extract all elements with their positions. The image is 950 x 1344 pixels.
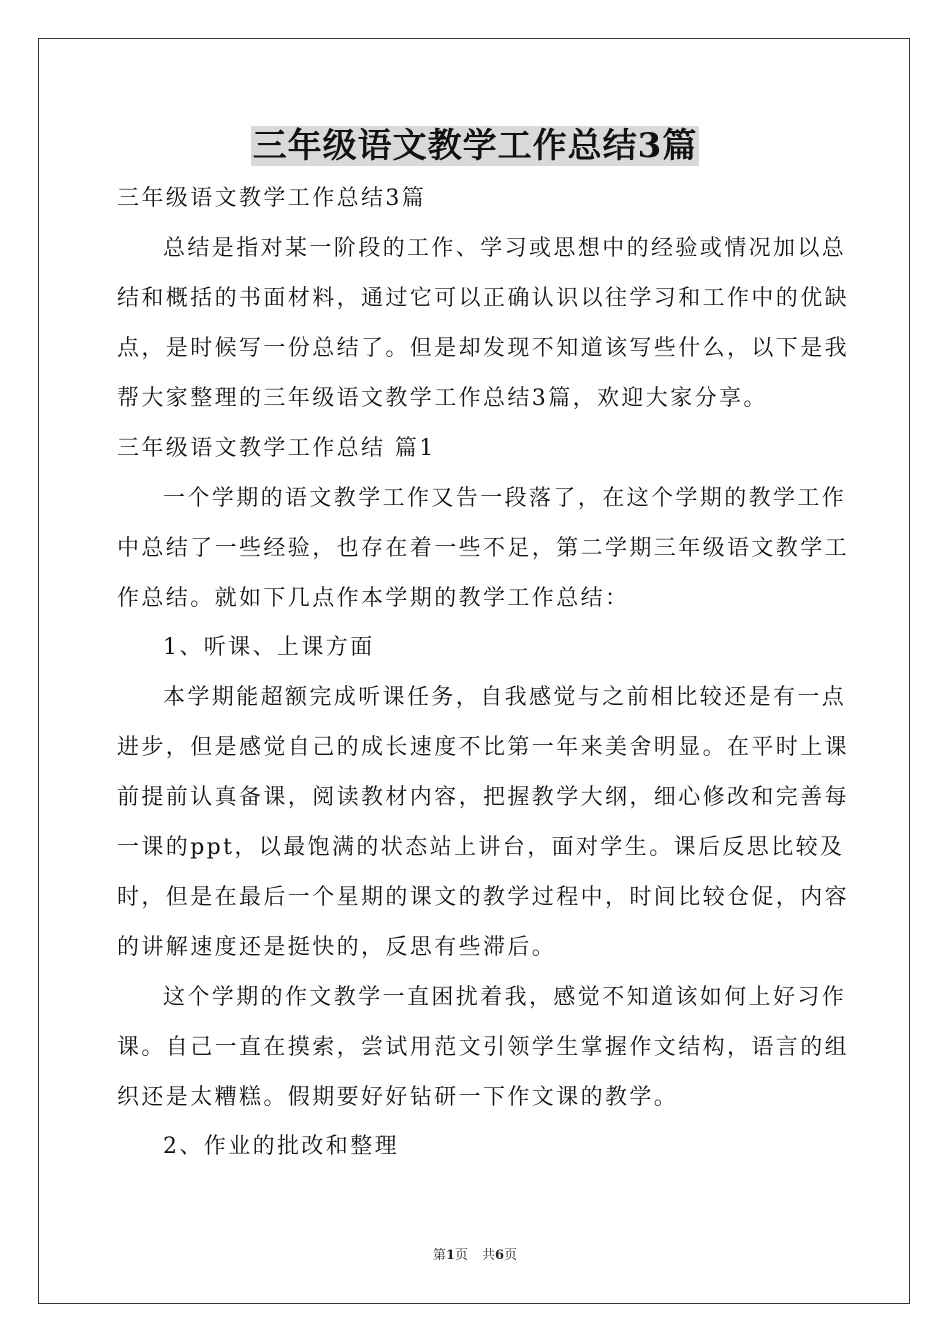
- paragraph-line: 一课的ppt，以最饱满的状态站上讲台，面对学生。课后反思比较及: [117, 835, 845, 860]
- document-title-text: 三年级语文教学工作总结3篇: [252, 126, 698, 166]
- paragraph-line: 时，但是在最后一个星期的课文的教学过程中，时间比较仓促，内容: [117, 885, 850, 910]
- subsection-heading: 2、作业的批改和整理: [163, 1134, 399, 1159]
- paragraph-line: 一个学期的语文教学工作又告一段落了，在这个学期的教学工作: [163, 486, 847, 511]
- page-border: [38, 38, 910, 1304]
- paragraph-line: 的讲解速度还是挺快的，反思有些滞后。: [117, 935, 557, 960]
- page-footer: [0, 1247, 950, 1265]
- subsection-heading: 1、听课、上课方面: [163, 635, 375, 660]
- paragraph-line: 进步，但是感觉自己的成长速度不比第一年来美舍明显。在平时上课: [117, 735, 850, 760]
- footer-page-total: 6: [495, 1248, 505, 1263]
- paragraph-line: 前提前认真备课，阅读教材内容，把握教学大纲，细心修改和完善每: [117, 785, 850, 810]
- footer-page-prefix: 第: [432, 1248, 446, 1263]
- paragraph-line: 这个学期的作文教学一直困扰着我，感觉不知道该如何上好习作: [163, 985, 847, 1010]
- footer-total-label: 页: [504, 1248, 518, 1263]
- paragraph-line: 课。自己一直在摸索，尝试用范文引领学生掌握作文结构，语言的组: [117, 1035, 850, 1060]
- footer-page-label: 页: [454, 1248, 468, 1263]
- section-heading: 三年级语文教学工作总结 篇1: [117, 436, 436, 461]
- paragraph-line: 织还是太糟糕。假期要好好钻研一下作文课的教学。: [117, 1085, 679, 1110]
- paragraph-line: 总结是指对某一阶段的工作、学习或思想中的经验或情况加以总: [163, 236, 847, 261]
- paragraph-line: 本学期能超额完成听课任务，自我感觉与之前相比较还是有一点: [163, 685, 847, 710]
- paragraph-line: 结和概括的书面材料，通过它可以正确认识以往学习和工作中的优缺: [117, 286, 850, 311]
- paragraph-line: 点，是时候写一份总结了。但是却发现不知道该写些什么，以下是我: [117, 336, 850, 361]
- document-subtitle: 三年级语文教学工作总结3篇: [117, 186, 427, 211]
- paragraph-line: 帮大家整理的三年级语文教学工作总结3篇，欢迎大家分享。: [117, 386, 768, 411]
- footer-total-prefix: 共: [482, 1248, 496, 1263]
- paragraph-line: 中总结了一些经验，也存在着一些不足，第二学期三年级语文教学工: [117, 536, 850, 561]
- document-title: [0, 124, 950, 168]
- footer-page-current: 1: [445, 1248, 455, 1263]
- paragraph-line: 作总结。就如下几点作本学期的教学工作总结：: [117, 586, 630, 611]
